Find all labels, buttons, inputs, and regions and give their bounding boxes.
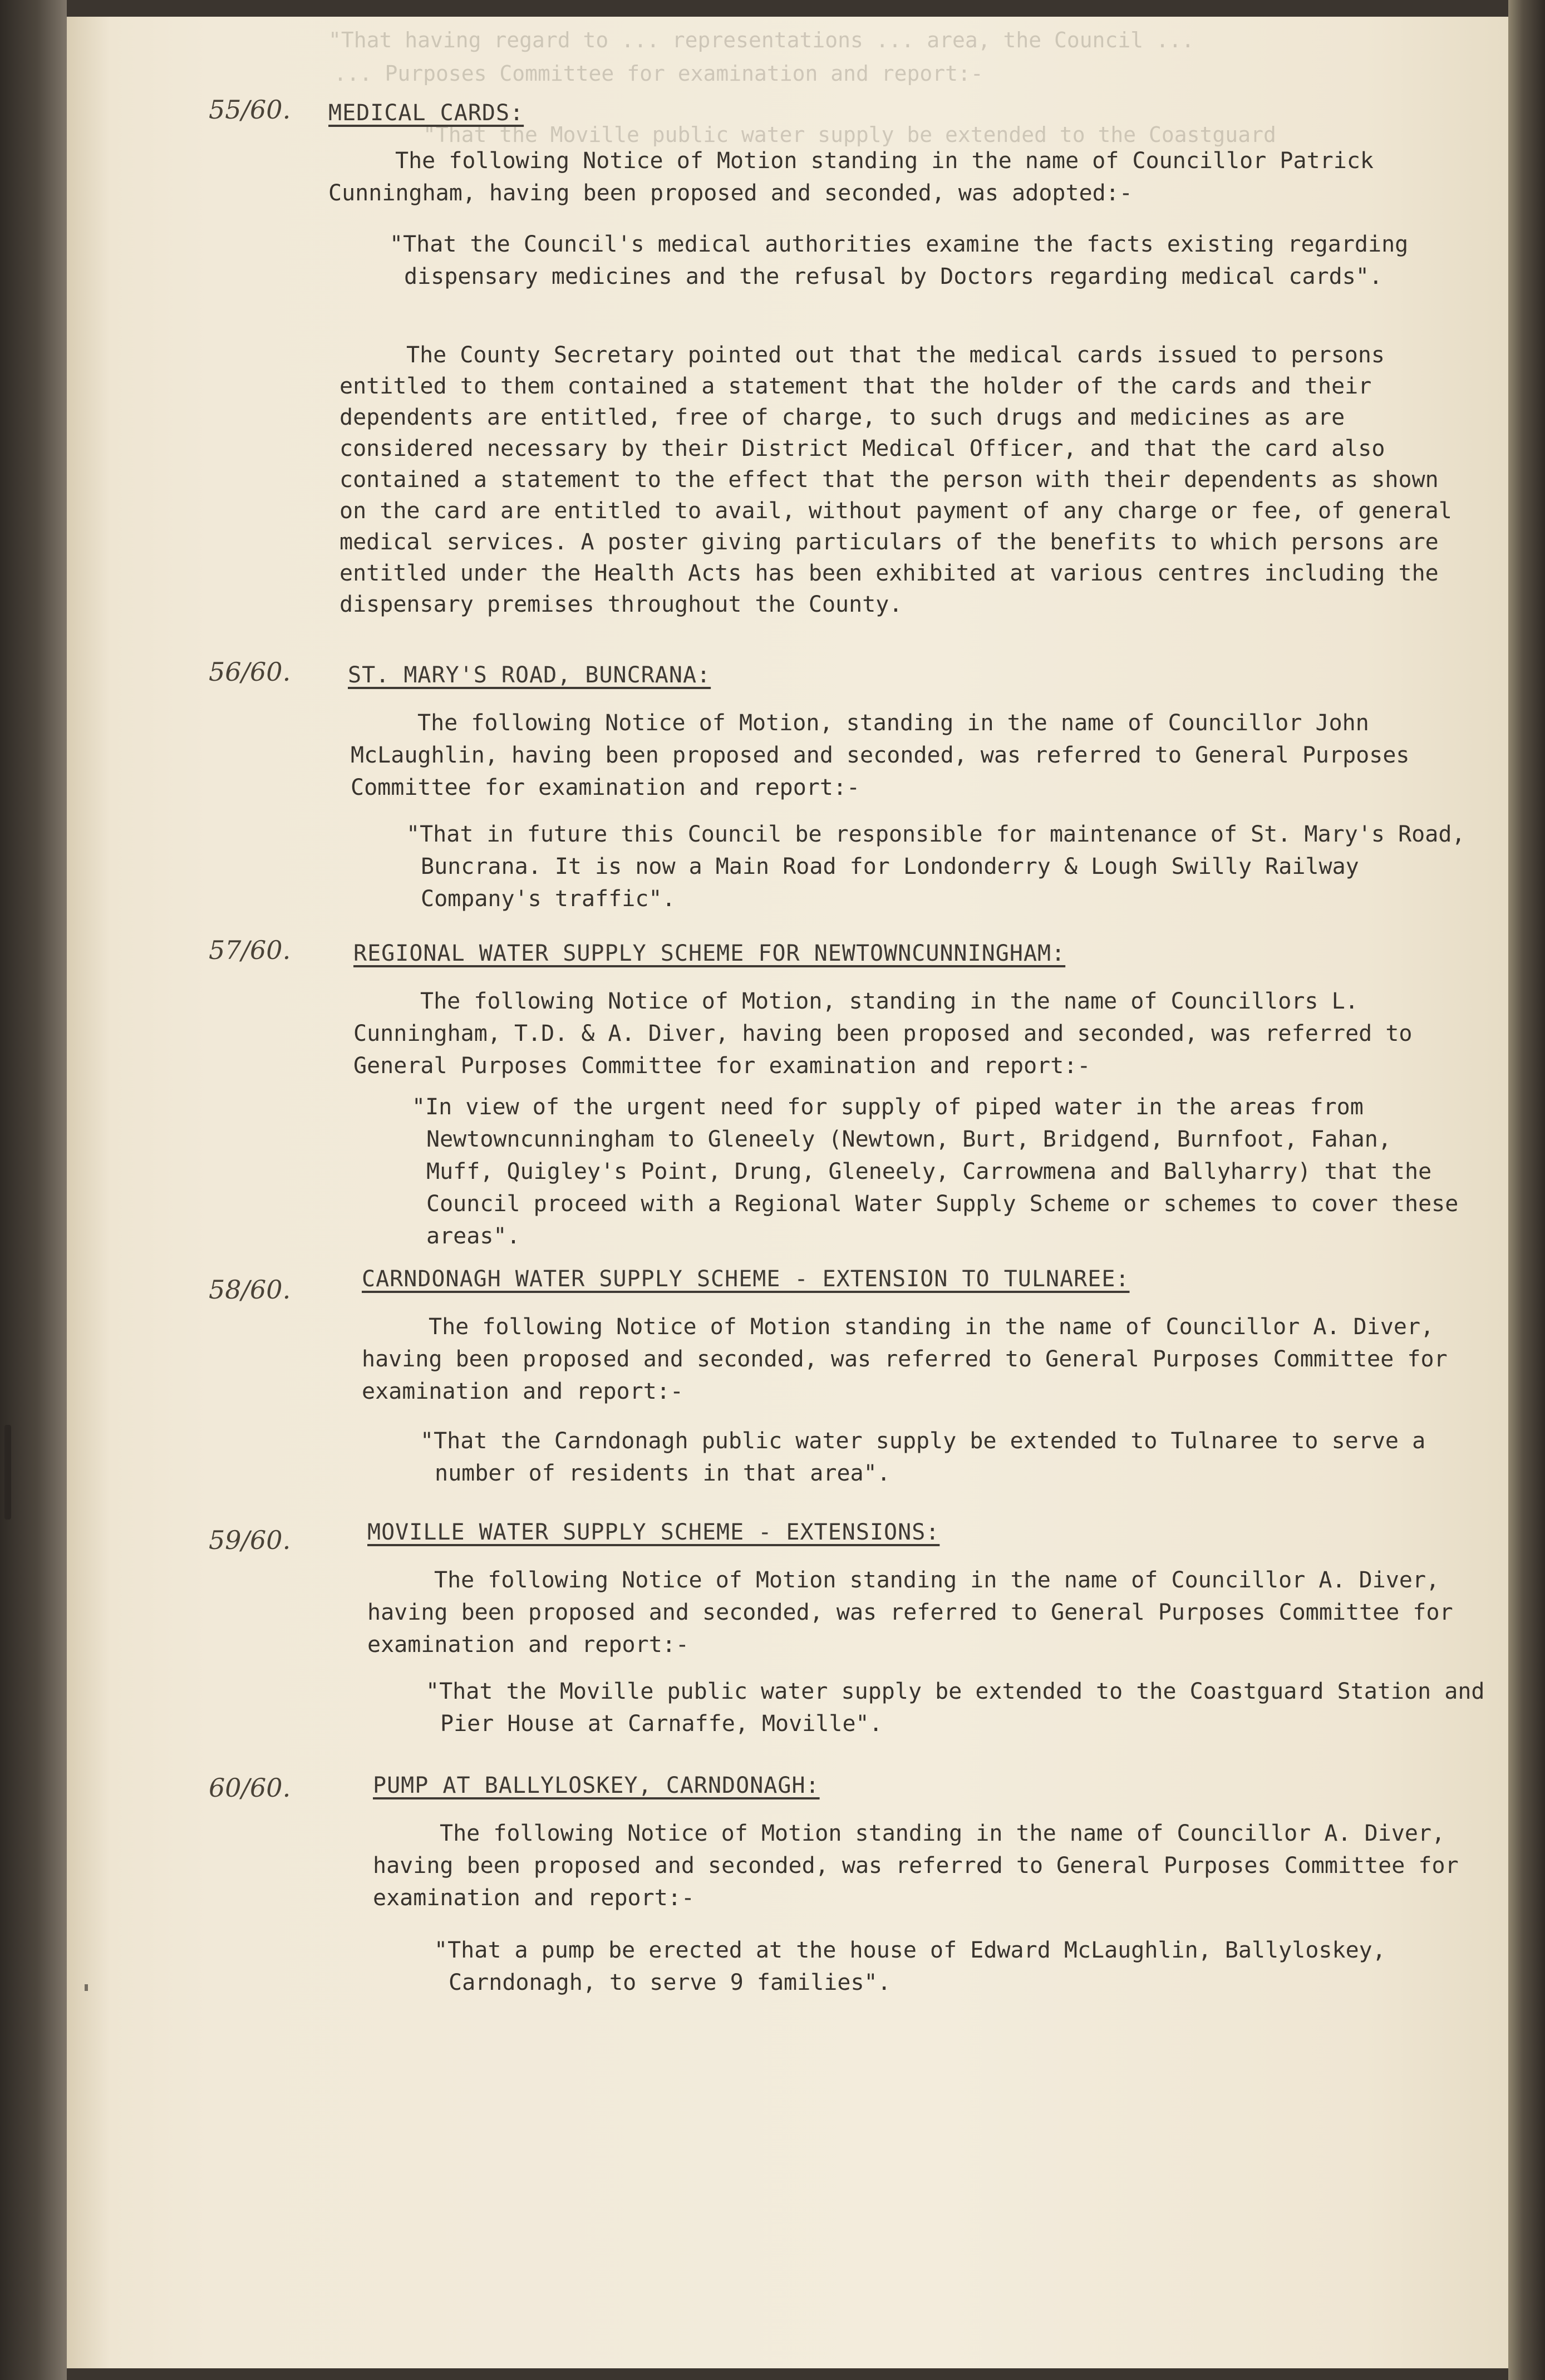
minute-number: 56/60.	[209, 657, 291, 687]
bleed-through-text: ... Purposes Committee for examination and report:-	[334, 61, 983, 86]
minute-heading: ST. MARY'S ROAD, BUNCRANA:	[348, 662, 711, 688]
minute-number: 60/60.	[209, 1773, 291, 1803]
minute-intro: The following Notice of Motion standing in the name of Councillor A. Diver, having been proposed and seconded, was referred to General Purposes Committee for examination and report:-	[373, 1821, 1459, 1911]
secretary-note: The County Secretary pointed out that the medical cards issued to persons entitled to them contained a statement that the holder of the cards and their dependents are entitled, free of charge, to such drugs and medicines as are considered necessary by their District Medical Officer, and that the card also contained a statement to the effect that the person with their dependents as shown on the card are entitled to avail, without payment of any charge or fee, of general medical services. A poster giving particulars of the benefits to which persons are entitled under the Health Acts has been exhibited at various centres including the dispensary premises throughout the County.	[339, 342, 1452, 617]
book-gutter	[0, 0, 67, 2380]
minute-number: 58/60.	[209, 1275, 291, 1305]
minute-intro: The following Notice of Motion, standing in the name of Councillor John McLaughlin, having been proposed and seconded, was referred to General Purposes Committee for examination and report:-	[351, 710, 1410, 800]
minute-heading: CARNDONAGH WATER SUPPLY SCHEME - EXTENSION TO TULNAREE:	[362, 1266, 1130, 1292]
minute-heading: PUMP AT BALLYLOSKEY, CARNDONAGH:	[373, 1773, 820, 1798]
motion-text: "In view of the urgent need for supply of piped water in the areas from Newtowncunningham to Gleneely (Newtown, Burt, Bridgend, Burnfoot, Fahan, Muff, Quigley's Point, Drung, Gleneely, Carrowmena and Ballyharry) that the Council proceed with a Regional Water Supply Scheme or schemes to cover these areas".	[412, 1094, 1459, 1249]
minute-intro: The following Notice of Motion standing in the name of Councillor Patrick Cunningham, having been proposed and seconded, was adopted:-	[328, 148, 1374, 206]
bleed-through-text: "That the Moville public water supply be extended to the Coastguard	[423, 122, 1276, 147]
paper-page	[67, 17, 1508, 2368]
minute-intro: The following Notice of Motion standing in the name of Councillor A. Diver, having been proposed and seconded, was referred to General Purposes Committee for examination and report:-	[362, 1314, 1448, 1404]
motion-text: "That the Moville public water supply be extended to the Coastguard Station and Pier House at Carnaffe, Moville".	[426, 1679, 1485, 1737]
minute-heading: MEDICAL CARDS:	[328, 100, 524, 126]
minute-number: 57/60.	[209, 935, 291, 965]
motion-text: "That in future this Council be responsible for maintenance of St. Mary's Road, Buncrana. It is now a Main Road for Londonderry & Lough Swilly Railway Company's traffic".	[406, 822, 1465, 912]
motion-text: "That the Council's medical authorities examine the facts existing regarding dispensary medicines and the refusal by Doctors regarding medical cards".	[390, 232, 1409, 289]
minute-number: 59/60.	[209, 1525, 291, 1555]
minute-heading: REGIONAL WATER SUPPLY SCHEME FOR NEWTOWNCUNNINGHAM:	[353, 941, 1066, 966]
motion-text: "That the Carndonagh public water supply be extended to Tulnaree to serve a number of residents in that area".	[420, 1428, 1426, 1486]
minute-intro: The following Notice of Motion, standing in the name of Councillors L. Cunningham, T.D. & A. Diver, having been proposed and seconded, was referred to General Purposes Committee for examination and report:-	[353, 989, 1413, 1079]
minute-heading: MOVILLE WATER SUPPLY SCHEME - EXTENSIONS:	[367, 1520, 940, 1545]
motion-text: "That a pump be erected at the house of Edward McLaughlin, Ballyloskey, Carndonagh, to serve 9 families".	[434, 1938, 1386, 1995]
page-stack-edge	[1508, 0, 1545, 2380]
minute-number: 55/60.	[209, 95, 291, 125]
bleed-through-text: "That having regard to ... representations ... area, the Council ...	[328, 28, 1194, 52]
minute-intro: The following Notice of Motion standing in the name of Councillor A. Diver, having been proposed and seconded, was referred to General Purposes Committee for examination and report:-	[367, 1567, 1453, 1658]
binding-mark	[4, 1425, 11, 1520]
speck-mark	[85, 1984, 88, 1991]
